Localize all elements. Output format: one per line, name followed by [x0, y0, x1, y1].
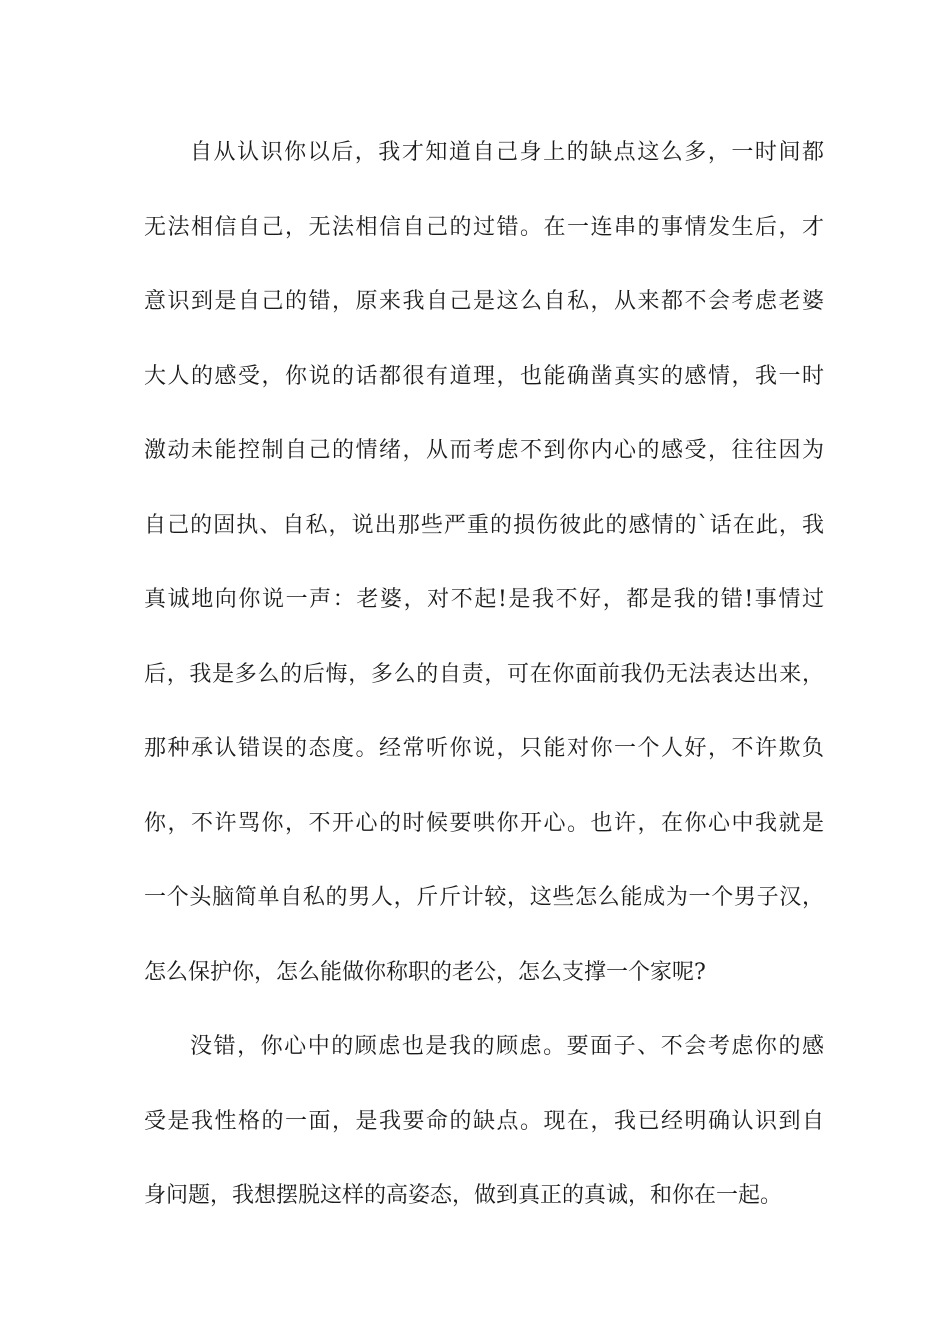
paragraph-1-line-2: 无法相信自己，无法相信自己的过错。在一连串的事情发生后，才	[144, 214, 824, 240]
paragraph-1-line-11: 一个头脑简单自私的男人，斤斤计较，这些怎么能成为一个男子汉，	[144, 885, 824, 910]
paragraph-1-line-6: 自己的固执、自私，说出那些严重的损伤彼此的感情的`话在此，我	[144, 512, 824, 538]
paragraph-1-line-7: 真诚地向你说一声：老婆，对不起!是我不好，都是我的错!事情过	[144, 587, 824, 612]
paragraph-2-line-3: 身问题，我想摆脱这样的高姿态，做到真正的真诚，和你在一起。	[144, 1183, 783, 1208]
paragraph-1-line-8: 后，我是多么的后悔，多么的自责，可在你面前我仍无法表达出来，	[144, 661, 824, 687]
paragraph-1-line-4: 大人的感受，你说的话都很有道理，也能确凿真实的感情，我一时	[144, 363, 824, 389]
paragraph-1-line-9: 那种承认错误的态度。经常听你说，只能对你一个人好，不许欺负	[144, 736, 824, 761]
paragraph-1-line-3: 意识到是自己的错，原来我自己是这么自私，从来都不会考虑老婆	[144, 289, 824, 314]
paragraph-1-line-1: 自从认识你以后，我才知道自己身上的缺点这么多，一时间都	[190, 140, 824, 165]
paragraph-1-line-12: 怎么保护你，怎么能做你称职的老公，怎么支撑一个家呢?	[144, 959, 706, 985]
document-body	[144, 134, 824, 1252]
paragraph-2-line-2: 受是我性格的一面，是我要命的缺点。现在，我已经明确认识到自	[144, 1108, 824, 1134]
paragraph-1-line-10: 你，不许骂你，不开心的时候要哄你开心。也许，在你心中我就是	[144, 810, 824, 836]
paragraph-2-line-1: 没错，你心中的顾虑也是我的顾虑。要面子、不会考虑你的感	[190, 1034, 824, 1059]
paragraph-1-line-5: 激动未能控制自己的情绪，从而考虑不到你内心的感受，往往因为	[144, 438, 824, 463]
